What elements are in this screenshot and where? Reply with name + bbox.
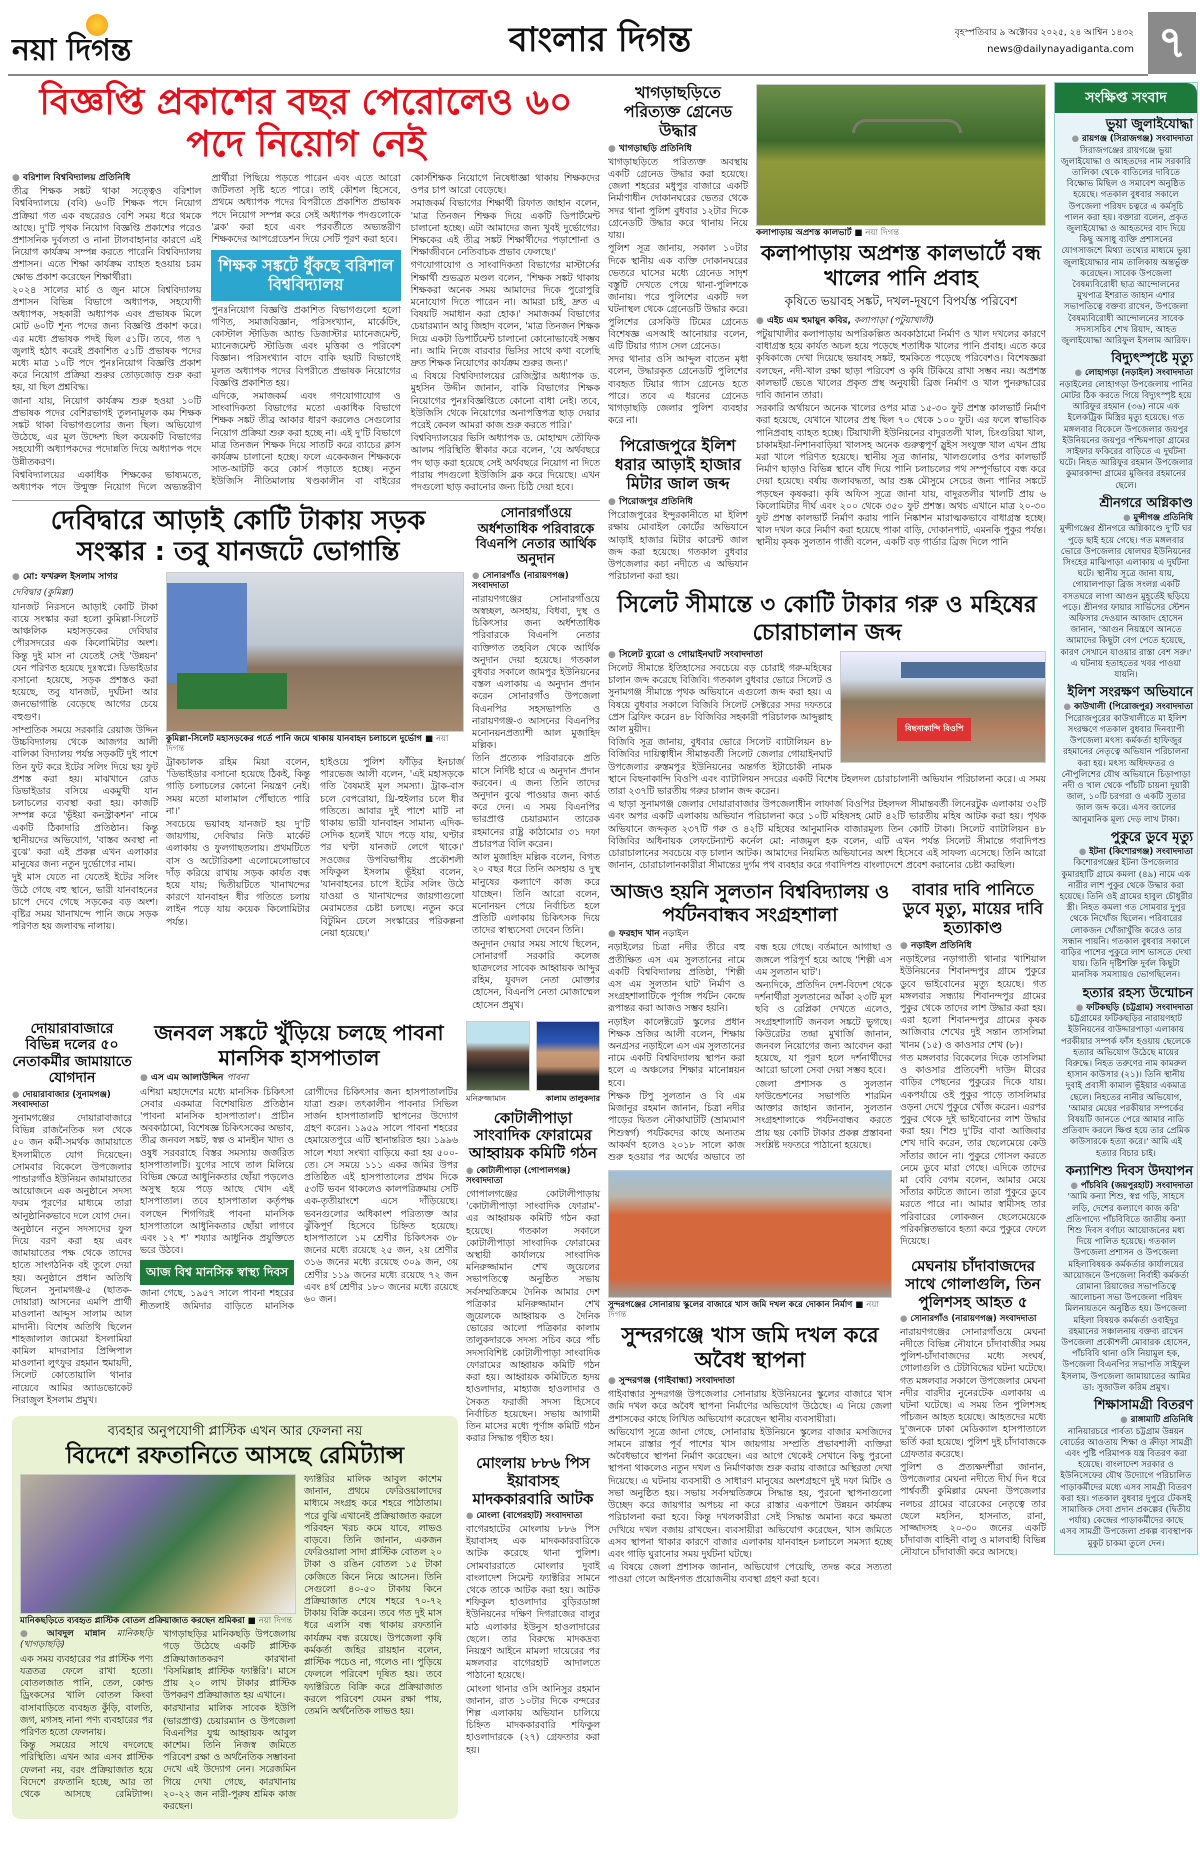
paragraph: সুনামগঞ্জের দোয়ারাবাজারে বিভিন্ন রাজনৈতিক দল থেকে ৫০ জন কর্মী-সমর্থক জামায়াতে ইসলামীতে যোগ দিয়েছেন। সোমবার বিকেলে উপজেলার পান্ডারগাঁও ইউনিয়ন জামায়াতের আয়োজনে এক অনুষ্ঠানে সদস্য ফরম পূরণের মাধ্যমে তারা আনুষ্ঠানিকভাবে দলে যোগ দেন। — [12, 1113, 132, 1222]
paragraph: আল মুজাহিদ মল্লিক বলেন, বিগত ২০ বছর ধরে তিনি অসহায় ও দুস্থ মানুষের কল্যাণে কাজ করে যাচ্ছেন। তিনি আরো বলেন, মনোনয়ন পেয়ে নির্বাচিত হলে প্রতিটি এলাকায় চিকিৎসক দিয়ে তাদের স্বাস্থ্যসেবা দেবেন তিনি। — [472, 852, 600, 937]
lead-headline: বিজ্ঞপ্তি প্রকাশের বছর পেরোলেও ৬০ পদে নিয়োগ নেই — [39, 82, 573, 166]
brief-headline: ভুয়া জুলাইযোদ্ধা — [1105, 117, 1193, 132]
paragraph: নড়াইলের চিত্রা নদীর তীরে বহু প্রতীক্ষিত এস এম সুলতানের নামে একটি বিশ্ববিদ্যালয় প্রতিষ্ঠা, 'শিল্পী এস এম সুলতান ঘাট' নির্মাণ ও সংগ্রহশালাটিকে পূর্ণাঙ্গ পর্যটন কেন্দ্রে রূপান্তর করা আজও সম্ভব হয়নি। — [608, 942, 745, 1015]
paragraph: বিশ্ববিদ্যালয়ের ভিসি অধ্যাপক ড. মোহাম্মদ তৌফিক আলম পরিস্থিতি স্বীকার করে বলেন, 'যে অর্থবছরে পদ ছাড় করা হয়েছে সেই অর্থবছরে নিয়োগ না দিতে পারায় পদগুলো ইউজিসি ব্লক করে দিয়েছে। এখন পদগুলো ছাড় করানোর জন্য চিঠি দেয়া হবে। — [410, 433, 600, 494]
paragraph: নড়াইলের নড়াগাতী থানার খাশিয়াল ইউনিয়নের শিবানন্দপুর গ্রামে পুকুরে ডুবে ভাইবোনের মৃত্যু হয়েছে। গত মঙ্গলবার সন্ধ্যায় শিবানন্দপুর গ্রামের পুকুর থেকে তাদের লাশ উদ্ধার করা হয়। এরা হলো শিবানন্দপুর গ্রামের কৃষক আজিবার শেখের দুই সন্তান তাসলিমা খানম (১৫) ও কাওসার শেখ (৮)। — [900, 954, 1046, 1051]
logo-text: নয়া দিগন্ত — [12, 33, 132, 68]
paragraph: সরকারি অর্থায়নে অনেক খালের ওপর মাত্র ১৫-৩০ ফুট প্রশস্ত কালভার্ট নির্মাণ করা হয়েছে, যেখানে খালের প্রস্থ ছিল ৭০ থেকে ১০০ ফুট। এর ফলে স্বাভাবিক পানিপ্রবাহ ব্যাহত হচ্ছে। টিয়াখালী ইউনিয়নের বাদুরতলী খাল, চিংগুরিয়া খাল, চাকামইয়া-নিশানবাড়িয়া খালসহ অনেক গুরুত্বপূর্ণ স্লুইস সংযুক্ত খাল এখন প্রায় মরা খালে পরিণত হয়েছে। স্থানীয় সূত্র জানায়, খালগুলোর ওপর কালভার্ট নির্মাণ ছাড়াও বিভিন্ন স্থানে বাঁধ দিয়ে পানি চলাচলের পথ সম্পূর্ণভাবে বন্ধ করে দেয়া হয়েছে। বর্ষায় জলাবদ্ধতা, আর শুষ্ক মৌসুমে সেচের জন্য পানির সঙ্কটে পড়ছেন কৃষকরা। কৃষি অফিস সূত্রে জানা যায়, বাদুরতলীর খালটি প্রায় ৬ কিলোমিটার দীর্ঘ এবং ২০০ থেকে ৩৫০ ফুট প্রশস্ত। অথচ এখানে মাত্র ২০-৩০ ফুট প্রশস্ত কালভার্ট নির্মাণ করায় পানি নিষ্কাশন মারাত্মকভাবে বাধাগ্রস্ত হচ্ছে। খাল দখল করে নির্মাণ করা হয়েছে পাকা বাড়ি, দোকানপাট, এমনকি পুকুর পর্যন্ত। স্থানীয় কৃষক সুলতান গাজী বলেন, একটি বড় গার্ডার ব্রিজ দিলে পানি — [756, 403, 1046, 549]
paragraph: কিন্তু সময়ের সাথে বদলেছে পরিস্থিতি। এখন আর এসব প্লাস্টিক ফেলনা নয়, বরং প্রক্রিয়াজাত হয়ে বিদেশে রফতানি হচ্ছে, আর তা থেকে আসছে রেমিট্যান্স। খাগড়াছড়ির মানিকছড়ি উপজেলায় গড়ে উঠেছে একটি প্লাস্টিক প্রক্রিয়াজাতকরণ কারখানা 'বিসমিল্লাহ প্লাস্টিক ফ্যাক্টরি'। মাসে প্রায় ২০ লাখ টাকার প্লাস্টিক উপকরণ প্রক্রিয়াজাত হয় এখানে। — [20, 1629, 296, 1800]
plastic-caption: মানিকছড়িতে ব্যবহৃত প্লাস্টিক বোতল প্রক্রিয়াজাত করছেন শ্রমিকরা ■ নয়া দিগন্ত — [20, 1616, 293, 1627]
text: ● কাউখালী (পিরোজপুর) সংবাদদাতা — [1059, 702, 1193, 713]
portrait-name-1: মনিরুজ্জামান — [466, 1093, 506, 1103]
paragraph: তিনি প্রত্যেক পরিবারকে প্রতি মাসে নির্দিষ্ট হারে এ অনুদান প্রদান করবেন। এ জন্য তিনি তাদের অনুদান বুঝে পাওয়ার জন্য কার্ড করে দেন। এ সময় বিএনপির ভারপ্রাপ্ত চেয়ারম্যান তারেক রহমানের রাষ্ট্র কাঠামোর ৩১ দফা প্রচারপত্র বিলি করেন। — [472, 753, 600, 850]
paragraph: কারখানার মালিক সাবেক ইউপি (ভারপ্রাপ্ত) চেয়ারম্যান ও উপজেলা বিএনপির যুগ্ম আহ্বায়ক আবুল কাশেম। তিনি নিজস্ব জমিতে পরিবেশ রক্ষা ও অর্থনৈতিক সম্ভাবনা দেখে এই উদ্যোগ নেন। সরেজমিন গিয়ে দেখা গেছে, কারখানায় ২০-২২ জন নারী-পুরুষ শ্রমিক কাজ করছেন। — [163, 1703, 296, 1813]
paragraph: জানা যায়, নিয়োগ কার্যক্রম শুরু হওয়া ১০টি প্রভাষক পদের বেশিরভাগই তুলনামূলক কম শিক্ষক সঙ্কট থাকা বিভাগগুলোর জন্য ছিল। অভিযোগ উঠেছে, এর মূল উদ্দেশ্য ছিল কয়েকটি বিভাগের সহযোগী অধ্যাপকদের পদোন্নতি দিয়ে অধ্যাপক পদে উন্নীতকরণ। — [12, 395, 202, 468]
brief-item — [1059, 686, 1193, 826]
paragraph: অভিযোগ সূত্রে জানা গেছে, সোনারায় ইউনিয়নে স্কুলের বাজার মসজিদের সামনে রাস্তার পূর্ব পাশের খাস জায়গায় সম্প্রতি প্রভাবশালী ব্যক্তিরা অবৈধভাবে স্থাপনা নির্মাণ করেছেন। এর আগে থেকেই সেখানে কিছু পুরনো স্থাপনা থাকলেও নতুন দখল ও নির্মাণকাজ শুরু করায় বাজারে অস্থিরতা দেখা দিয়েছে। এ ঘটনায় ব্যবসায়ী ও সাধারণ মানুষের অংশগ্রহণে দুই দফা মিটিং ও সভা অনুষ্ঠিত হয়। সভায় সর্বসম্মতিক্রমে সিদ্ধান্ত হয়, পুরনো স্থাপনাগুলো উচ্ছেদ করে জায়গার অপচয় না করে রাস্তার একপাশে উন্নয়ন কার্যক্রম পরিচালনা করা হবে। কিন্তু দখলকারীরা সেই সিদ্ধান্ত অমান্য করে ক্ষমতা দেখিয়ে দখল বজায় রাখছেন। ব্যবসায়ীরা অভিযোগ করেছেন, খাস জমিতে এসব স্থাপনা থাকার কারণে বাজার এলাকায় যানবাহন চলাচলে সমস্যা হচ্ছে এবং গাড়ি ঘুরানোর সময় দুর্ঘটনা ঘটছে। — [608, 1426, 892, 1560]
header-rule — [8, 74, 1148, 76]
paragraph: খাগড়াছড়িতে পরিত্যক্ত অবস্থায় একটি গ্রেনেড উদ্ধার করা হয়েছে। জেলা শহরের মধুপুর বাজারে একটি নির্মাণাধীন দোকানঘরের ভেতর থেকে সদর থানা পুলিশ বুধবার ১২টার দিকে গ্রেনেডটি উদ্ধার করে থানায় নিয়ে যায়। — [608, 156, 748, 242]
paragraph: এক সময় ব্যবহারের পর প্লাস্টিক পণ্য যত্রতত্র ফেলে রাখা হতো। বোতলজাত পানি, তেল, কোল্ড ড্রিংকসের খালি বোতল কিংবা বাসাবাড়িতে ব্যবহৃত কুঁড়ি, বালতি, জগ, মগসহ নানা পণ্য ব্যবহারের পর পরিণত হতো ফেলনায়। — [20, 1653, 153, 1738]
khagrachari-article — [608, 84, 748, 427]
paragraph: ট্রাকচালক রহিম মিয়া বলেন, 'ডিভাইডার বসানো হয়েছে ঠিকই, কিন্তু গাড়ি চলাচলের কোনো নিয়ন্ত্রণ নেই। সময় মতো মালামাল পৌঁছাতে পারি না।' — [166, 756, 310, 817]
paragraph: পটুয়াখালীর কলাপাড়ায় অপরিকল্পিত অবকাঠামো নির্মাণ ও খাল দখলের কারণে বাধাগ্রস্ত হয়ে কার্যত অচল হয়ে পড়েছে শতাধিক খালের পানি প্রবাহ। এতে করে কৃষিকাজে দেখা দিয়েছে ভয়াবহ সঙ্কট, হুমকিতে পড়েছে পরিবেশও। বিশেষজ্ঞরা বলছেন, নদী-খাল রক্ষা ছাড়া পরিবেশ ও কৃষি টিকিয়ে রাখা সম্ভব নয়। অপ্রশস্ত কালভার্ট ভেঙে খালের প্রকৃত প্রস্থ অনুযায়ী ব্রিজ নির্মাণ ও খাল পুনরুদ্ধারের দাবি জানান তারা। — [756, 328, 1046, 401]
byline: ● খাগড়াছড়ি প্রতিনিধি — [608, 144, 748, 155]
sundarganj-article — [608, 1170, 892, 1586]
doarabazar-article — [12, 1021, 132, 1408]
lead-article — [12, 173, 600, 494]
paragraph: এদিকে, সমাজকর্ম এবং গণযোগাযোগ ও সাংবাদিকতা বিভাগের মতো একাধিক বিভাগে শিক্ষক সঙ্কট তীব্র আকার ধারণ করলেও সেগুলোর নিয়োগ প্রক্রিয়া শুরু করা হচ্ছে না। এই দু'টি বিভাগে মাত্র তিনজন শিক্ষক দিয়ে সাতটি করে ব্যাচের ক্লাস কার্যক্রম চালানো হচ্ছে। ফলে একেকজন শিক্ষককে সাত-আটটি করে কোর্স পড়াতে হচ্ছে। নতুন ইউজিসি নীতিমালায় খণ্ডকালীন বা বাইরের কোর্সশিক্ষক নিয়োগে নিষেধাজ্ঞা থাকায় শিক্ষকদের ওপর চাপ আরো বেড়েছে। — [211, 172, 600, 488]
text: 'আমি কন্যা শিশু, স্বপ্ন গড়ি, সাহসে লড়ি, দেশের কল্যাণে কাজ করি' প্রতিপাদ্যে পাঁচবিবিতে জাতীয় কন্যা শিশু দিবস বর্ণাঢ্য আয়োজনের মধ্য দিয়ে পালিত হয়েছে। গতকাল উপজেলা প্রশাসন ও উপজেলা মহিলাবিষয়ক কর্মকর্তার কার্যালয়ের আয়োজনে উপজেলা নির্বাহী কর্মকর্তা রোমানা রিয়াজের সভাপতিত্বে আলোচনা সভা উপজেলা পরিষদ মিলনায়তনে অনুষ্ঠিত হয়। উপজেলা মহিলা বিষয়ক কর্মকর্তা ওবাইদুর রহমানের সঞ্চালনায় বক্তব্য রাখেন উপজেলা প্রকৌশলী মোবারক হোসেন, পাঁচবিবি থানা ওসি নিয়ামুল হক, উপজেলা বিএনপির সভাপতি সাইফুল ইসলাম, উপজেলা জামায়াতের আমির ডা: সুজাউল করিম প্রমুখ। — [1061, 1192, 1191, 1393]
paragraph: তীব্র শিক্ষক সঙ্কট থাকা সত্ত্বেও বরিশাল বিশ্ববিদ্যালয়ে (ববি) ৬০টি শিক্ষক পদে নিয়োগ প্রক্রিয়া গত এক বছরেরও বেশি সময় ধরে থমকে আছে। দু'টি পৃথক নিয়োগ বিজ্ঞপ্তি প্রকাশের পরেও প্রশাসনিক দুর্বলতা ও নানা টালবাহানার কারণে এই নিয়োগ কার্যক্রম সম্পন্ন করতে পারেনি বিশ্ববিদ্যালয় প্রশাসন। এতে শিক্ষা কার্যক্রম ব্যাহত হওয়ায় চরম ক্ষোভ প্রকাশ করেছেন শিক্ষার্থীরা। — [12, 186, 202, 283]
paragraph: অনুদান দেয়ার সময় সাথে ছিলেন, সোনারগাঁ সরকারি কলেজ ছাত্রদলের সাবেক আহ্বায়ক আব্দুর রহিম, যুবদল নেতা মোক্তার হোসেন, বিএনপি নেতা মোজাম্মেল হোসেন প্রমুখ। — [472, 938, 600, 1011]
byline: ● পিরোজপুর প্রতিনিধি — [608, 497, 748, 508]
left-region — [12, 82, 600, 1819]
paragraph: বিজিবি সূত্র জানায়, বুধবার ভোরে সিলেট ব্যাটালিয়ন ৪৮ বিজিবির দায়িত্বাধীন সীমান্তবর্তী সিলেট জেলার গোয়াইনঘাট উপজেলার রুস্তমপুর ইউনিয়নের অন্তর্গত ইটাচোকী নামক স্থানে বিছনাকান্দি বিওপি এবং ব্যাটালিয়ন সদরের একটি বিশেষ টহলদল চোরাচালানী অভিযান পরিচালনা করে। এ সময় তারা ২৩৭টি ভারতীয় গরুর চালান জব্দ করেন। — [608, 737, 1046, 797]
text: পাবনা — [226, 1073, 249, 1084]
pabna-headline: জনবল সঙ্কটে খুঁড়িয়ে চলছে পাবনা মানসিক হাসপাতাল — [154, 1020, 444, 1070]
paragraph: সমাজকর্ম বিভাগের শিক্ষার্থী রিফাত জাহান বলেন, 'মাত্র তিনজন শিক্ষক দিয়ে একটি ডিপার্টমেন্ট চালানো হচ্ছে। এটা আমাদের জন্য খুবই দুর্ভোগের। শিক্ষকের এই তীব্র সঙ্কট শিক্ষার্থীদের পড়াশোনা ও শিক্ষাজীবনে নেতিবাচক প্রভাব ফেলছে।' — [410, 198, 600, 259]
byline: ● মোংলা (বাগেরহাট) সংবাদদাতা — [466, 1511, 600, 1522]
brief-item — [1059, 352, 1193, 492]
brief-item — [1059, 1399, 1193, 1550]
byline: ● সোনারগাঁও (নারায়ণগঞ্জ) সংবাদদাতা — [472, 571, 600, 592]
mongla-headline: মোংলায় ৮৮৬ পিস ইয়াবাসহ মাদককারবারি আটক — [472, 1454, 594, 1508]
text: নয়া দিগন্ত — [166, 733, 449, 754]
sundarganj-photo — [608, 1170, 892, 1298]
text: নড়াইল — [662, 929, 689, 940]
byline: ● দোয়ারাবাজার (সুনামগঞ্জ) সংবাদদাতা — [12, 1090, 132, 1111]
doarabazar-headline: দোয়ারাবাজারে বিভিন্ন দলের ৫০ নেতাকর্মীর জামায়াতে যোগদান — [12, 1020, 132, 1087]
middle-region — [608, 84, 1046, 1588]
sidebar-title: সংক্ষিপ্ত সংবাদ — [1055, 83, 1197, 113]
brief-news-sidebar — [1054, 82, 1198, 1555]
kolapara-article — [756, 84, 1046, 551]
byline: ● সোনারগাঁও (নারায়ণগঞ্জ) সংবাদদাতা — [900, 1314, 1046, 1325]
text: ● রাঙ্গামাটি প্রতিনিধি — [1059, 1415, 1193, 1426]
paragraph: গোপালগঞ্জের কোটালীপাড়ায় 'কোটালীপাড়া সাংবাদিক ফোরাম'-এর আহ্বায়ক কমিটি গঠন করা হয়েছে। গতকাল সকালে কোটালীপাড়া সাংবাদিক ফোরামের অস্থায়ী কার্যালয়ে সাংবাদিক মনিরুজ্জামান শেখ জুয়েলের সভাপতিত্বে অনুষ্ঠিত সভায় সর্বসম্মতিক্রমে দৈনিক আমার দেশ পত্রিকার মনিরুজ্জামান শেখ জুয়েলকে আহ্বায়ক ও দৈনিক ভোরের আলো পত্রিকার কালাম তালুকদারকে সদস্য সচিব করে পাঁচ সদস্যবিশিষ্ট কোটালীপাড়া সাংবাদিক ফোরামের আহ্বায়ক কমিটি গঠন করা হয়। আহ্বায়ক কমিটিতে হৃদয় হাওলাদার, মাহ্যাজ হাওলাদার ও সৈকত ফরাজী সদস্য হিসেবে নির্বাচিত হয়েছেন। সভায় আগামী তিন মাসের মধ্যে পূর্ণাঙ্গ কমিটি গঠন করার সিদ্ধান্ত গৃহীত হয়। — [466, 1189, 600, 1445]
byline: আবদুল মান্নান — [46, 1629, 106, 1640]
paragraph: গত মঙ্গলবার বিকেলের দিকে তাসলিমা ও কাওসার প্রতিবেশী দাউদ মীরের বাড়ির পেছনের পুকুরের দিকে যায়। একপর্যায়ে ওই পুকুর পাড়ে তাসলিমার ওড়না দেখে পুকুরে খোঁজ করেন। এরপর পুকুর থেকে দুই ভাইবোনের লাশ উদ্ধার করা হয়। শিশু দু'টির বাবা আজিবার শেখ দাবি করেন, তার ছেলেমেয়ে কেউ সাঁতার জানে না। পুকুরে গোসল করতে নেমে ডুবে মারা গেছে। এদিকে তাদের মা বেবি বেগম বলেন, আমার মেয়ে সাঁতার কাটতে জানে। তারা পুকুরে ডুবে মরতে পারে না। আমার স্বামীসহ তার পরিবারের লোকজন ছেলেমেয়েকে পরিকল্পিতভাবে হত্যা করে পুকুরে ফেলে দিয়েছে। — [900, 1052, 1046, 1247]
text: নয়া দিগন্ত — [865, 228, 899, 238]
paragraph: এ ছাড়া সুনামগঞ্জ জেলার দোয়ারাবাজার উপজেলাধীন লাফার্জ বিওপির টহলদল সীমান্তবর্তী লিনেরটুক এলাকায় ৩২টি এবং অপর একটি এলাকায় অভিযান পরিচালনা করে ১০টি মহিষসহ মোট ৪২টি ভারতীয় মহিষ আটক করা হয়। পৃথক অভিযানে জব্দকৃত ২৩৭টি গরু ও ৪২টি মহিষের আনুমানিক বাজারমূল্য তিন কোটি টাকা। সিলেট ব্যাটালিয়ন ৪৮ বিজিবির অধিনায়ক লেফটেন্যান্ট কর্নেল মো: নাজমুল হক বলেন, এটি এখন পর্যন্ত সিলেট সীমান্তে গবাদিপশু চোরাচালানের সবচেয়ে বড় চালান আটক। আমাদের নিয়মিত অভিযানের অংশ হিসেবে এই সাফল্য এসেছে। তিনি আরো জানান, চোরাচালানকারীরা সীমান্তের দুর্গম পথ ব্যবহার করে গবাদিপশু বাংলাদেশে প্রবেশ করানোর চেষ্টা করছিল। — [608, 799, 1046, 872]
sylhet-article — [608, 592, 1046, 873]
paragraph: অনুষ্ঠানে নতুন সদস্যদের ফুল দিয়ে বরণ করা হয় এবং জামায়াতের পক্ষ থেকে তাদের হাতে সাংগঠনিক বই তুলে দেয়া হয়। অনুষ্ঠানে প্রধান অতিথি ছিলেন সুনামগঞ্জ-৫ (ছাতক-দোয়ারা) আসনের এমপি প্রার্থী মাওলানা আব্দুস সালাম আল মাদানী। বিশেষ অতিথি ছিলেন শাহজালাল জামেয়া ইসলামিয়া কামিল মাদরাসার প্রিন্সিপাল মাওলানা লুৎফুর রহমান হুমায়দী, সিলেট কোতোয়ালি থানার নায়েবে আমির অ্যাডভোকেট সিরাজুল ইসলাম প্রমুখ। — [12, 1223, 132, 1406]
brief-item — [1059, 118, 1193, 347]
paragraph: নারায়ণগঞ্জের সোনারগাঁওয়ে অস্বচ্ছল, অসহায়, বিধবা, দুস্থ ও চিকিৎসার জন্য অর্ধশতাধিক পরিবারকে বিএনপি নেতার ব্যক্তিগত তহবিল থেকে আর্থিক অনুদান দেয়া হয়েছে। গতকাল বুধবার সকালে জামপুর ইউনিয়নের বস্তল এলাকায় এ অনুদান প্রদান করেন সোনারগাঁও উপজেলা বিএনপির সহসভাপতি ও নারায়ণগঞ্জ-৩ আসনের বিএনপির মনোনয়নপ্রত্যাশী আল মুজাহিদ মল্লিক। — [472, 593, 600, 752]
byline: ● সুন্দরগঞ্জ (গাইবান্ধা) সংবাদদাতা — [608, 1376, 892, 1387]
meghna-headline: মেঘনায় চাঁদাবাজদের সাথে গোলাগুলি, তিন পুলিশসহ আহত ৫ — [905, 1257, 1041, 1311]
debiddar-caption: কুমিল্লা-সিলেট মহাসড়কের গর্তে পানি জমে থাকায় যানবাহন চলাচলে দুর্ভোগ ■ নয়া দিগন্ত — [166, 733, 449, 754]
kolapara-caption: কলাপাড়ায় অপ্রশস্ত কালভার্ট ■ নয়া দিগন্ত — [756, 228, 899, 238]
debiddar-article-cont — [166, 757, 464, 940]
paragraph: এ বিষয়ে বিশ্ববিদ্যালয়ের রেজিস্ট্রার অধ্যাপক ড. মুহসিন উদ্দীন জানান, বাকি বিভাগের শিক্ষক নিয়োগের পুনঃবিজ্ঞপ্তিতে কোনো বাধা নেই। তবে, ইউজিসি থেকে নিয়োগের অনাপত্তিপত্র ছাড় দেয়ার পরেই কেবল আমরা কাজ শুরু করতে পারি।' — [410, 371, 600, 431]
paragraph: গণযোগাযোগ ও সাংবাদিকতা বিভাগের মাস্টার্সের শিক্ষার্থী শুভব্রত মণ্ডল বলেন, 'শিক্ষক সঙ্কট থাকায় শিক্ষকরা অনেক সময় আমাদের দিকে পুরোপুরি মনোযোগ দিতে পারেন না। আমরা চাই, দ্রুত এ বিষয়টি সমাধান করা হোক।' সমাজকর্ম বিভাগের চেয়ারম্যান আবু জিহাদ বলেন, 'মাত্র তিনজন শিক্ষক দিয়ে একটা ডিপার্টমেন্ট চালানো কোনোভাবেই সম্ভব না। আমি নিজে বারবার ভিসির সাথে কথা বলেছি দ্রুত শিক্ষক নিয়োগের কার্যক্রম শুরুর জন্য।' — [410, 260, 600, 369]
brief-item — [1059, 987, 1193, 1160]
plastic-headline: বিদেশে রফতানিতে আসছে রেমিট্যান্স — [65, 1442, 405, 1469]
paragraph: পিরোজপুরের ইন্দুরকানীতে মা ইলিশ রক্ষায় মোবাইল কোর্টের অভিযানে আড়াই হাজার মিটার কারেন্ট জাল জব্দ করা হয়েছে। গতকাল বুধবার উপজেলার কচা নদীতে এ অভিযান পরিচালনা করা হয়। — [608, 510, 748, 583]
paragraph: ২০২৪ সালের মার্চ ও জুন মাসে বিশ্ববিদ্যালয় প্রশাসন বিভিন্ন বিভাগে অধ্যাপক, সহযোগী অধ্যাপক, সহকারী অধ্যাপক এবং প্রভাষক মিলে মোট ৬০টি শূন্য পদের জন্য বিজ্ঞপ্তি প্রকাশ করে। এর মধ্যে প্রভাষক পদই ছিল ৫১টি। তবে, গত ৭ জুলাই হঠাৎ করেই প্রকাশিত ৫১টি প্রভাষক পদের মধ্যে মাত্র ১০টি পদে পুনঃনিয়োগ বিজ্ঞপ্তি প্রকাশ করে নিয়োগ প্রক্রিয়া শুরুর তোড়জোড় শুরু করা হয়, যা ছিল প্রশ্নবিদ্ধ। — [12, 284, 202, 394]
kotalipara-article — [466, 1110, 600, 1446]
lead-byline: ● বরিশাল বিশ্ববিদ্যালয় প্রতিনিধি — [12, 173, 201, 184]
narail-death-article — [900, 881, 1046, 1248]
text: মানিকছড়িতে ব্যবহৃত প্লাস্টিক বোতল প্রক্রিয়াজাত করছেন শ্রমিকরা — [20, 1616, 245, 1627]
paragraph: এশিয়া মহাদেশের মধ্যে মানসিক চিকিৎসা সেবার একমাত্র বিশেষায়িত প্রতিষ্ঠান 'পাবনা মানসিক হাসপাতাল'। প্রাচীন অবকাঠামো, বিশেষজ্ঞ চিকিৎসকের অভাব, তীব্র জনবল সঙ্কট, স্বল্প ও মানহীন খাদ্য ও ওষুধ সরবরাহে বিস্তর সমস্যায় জর্জরিত হাসপাতালটি। যুগের সাথে তাল মিলিয়ে বিভিন্ন ক্ষেত্রে আধুনিকতার ছোঁয়া পড়লেও অসুস্থ হয়ে পড়ে আছে খোদ এই হাসপাতাল। তবে হাসপাতাল কর্তৃপক্ষ বলছেন শিগগিরই পাবনা মানসিক হাসপাতালে আধুনিকতার ছোঁয়া লাগবে এবং ১২ শ' শয্যার আধুনিক প্রযুক্তিতে ভরে উঠবে। — [140, 1086, 294, 1257]
sundarganj-headline: সুন্দরগঞ্জে খাস জমি দখল করে অবৈধ স্থাপনা — [621, 1323, 879, 1373]
byline: এস এম আলাউদ্দিন — [151, 1073, 224, 1084]
text: চট্টগ্রামের ফটিকছড়ির নারায়ণহাট ইউনিয়নের বাউদ্দারপাড়া এলাকায় পরকীয়ার সম্পর্ক ফাঁস হওয়ায় ছেলেকে হত্যার অভিযোগ উঠেছে মায়ের বিরুদ্ধে। নিহত তরুণের নাম কামরুল হাসান কাউসার (২১)। তিনি স্থানীয় দুবাই প্রবাসী কামাল ভূঁইয়ার একমাত্র ছেলে। নিহতের নানীর অভিযোগ, 'আমার মেয়ের পরকীয়ার সম্পর্কের বিষয়টি জানতে পেরে আমার নাতি প্রতিবাদ করলে ক্ষিপ্ত হয়ে তার প্রেমিক কাউসারকে হত্যা করে।' আমি এই হত্যার বিচার চাই। — [1061, 1014, 1191, 1159]
photo-sign: বিছনাকান্দি বিওপি — [897, 718, 971, 741]
byline: ফরহাদ খান — [619, 929, 660, 940]
portrait-photo-1 — [466, 1021, 530, 1091]
issue-date: বৃহস্পতিবার ৯ অক্টোবর ২০২৫, ২৪ আশ্বিন ১৪৩২ — [954, 28, 1134, 38]
paragraph: সদর থানার ওসি আব্দুল বাতেন মৃধা বলেন, উদ্ধারকৃত গ্রেনেডটি পুলিশের ব্যবহৃত টিয়ার গ্যাস গ্রেনেড হতে পারে। তবে এ ধরনের গ্রেনেড খাগড়াছড়ি জেলার পুলিশ ব্যবহার করে না। — [608, 354, 748, 427]
byline: ● সিলেট ব্যুরো ও গোয়াইনঘাট সংবাদদাতা — [608, 650, 1046, 661]
paragraph: নড়াইল কালেক্টরেট স্কুলের প্রধান শিক্ষক ভ্রজির আলী বলেন, শিক্ষায় অনগ্রসর নড়াইলে এস এম সুলতানের নামে একটি বিশ্ববিদ্যালয় স্থাপন করা হলে এ অঞ্চলের শিক্ষার মানোন্নয়ন হবে। — [608, 1016, 745, 1089]
plastic-photo — [20, 1474, 296, 1614]
text: পিরোজপুরের কাউখালীতে মা ইলিশ সংরক্ষণে গতকাল বুধবার দিনব্যাপী উপজেলা মৎস্য কর্মকর্তা হাফিজুর রহমানের নেতৃত্বে অভিযান পরিচালনা করা হয়। মৎস্য অধিদফতর ও নৌপুলিশের যৌথ অভিযানে চিড়াপাড়া নদী ও খাল থেকে পাঁচটি চায়না দুয়ারী জাল, ১০টি চরগরা ও একটি সুতার জাল জব্দ করে। এসব জালের আনুমানিক মূল্য দেড় লাখ টাকা। — [1061, 713, 1191, 825]
paragraph: পুনঃনিয়োগ বিজ্ঞপ্তি প্রকাশিত বিভাগগুলো হলো গণিত, সমাজবিজ্ঞান, পরিসংখ্যান, মার্কেটিং, কোস্টাল স্টাডিজ অ্যান্ড ডিজাস্টার ম্যানেজমেন্ট, ম্যানেজমেন্ট স্টাডিজ এবং মৃত্তিকা ও পরিবেশ বিজ্ঞান। পরিসংখ্যান বাদে বাকি ছয়টি বিভাগেই মূলত অধ্যাপক পদের বিপরীতে প্রভাষক নিয়োগের বিজ্ঞপ্তি প্রকাশিত হয়। — [211, 304, 401, 389]
brief-headline: ইলিশ সংরক্ষণ অভিযানে — [1067, 685, 1193, 701]
plastic-kicker: ব্যবহার অনুপযোগী প্লাস্টিক এখন আর ফেলনা নয় — [107, 1423, 363, 1439]
text: কুমিল্লা-সিলেট মহাসড়কের গর্তে পানি জমে থাকায় যানবাহন চলাচলে দুর্ভোগ — [166, 733, 422, 744]
paragraph: নারায়ণগঞ্জের সোনারগাঁওয়ে মেঘনা নদীতে বিভিন্ন নৌযানে চাঁদাবাজীর সময় পুলিশ-চাঁদাবাজদের মধ্যে সংঘর্ষ, গোলাগুলি ও টেটাবিদ্ধের ঘটনা ঘটেছে। গত মঙ্গলবার সকালে উপজেলার মেঘনা নদীর বারদীর নুনেরটেক এলাকায় এ ঘটনা ঘটেছে। এ সময় তিন পুলিশসহ পাঁচজন আহত হয়েছে। আহতদের মধ্যে দু'জনকে ঢাকা মেডিক্যাল হাসপাতালে ভর্তি করা হয়েছে। পুলিশ দুই চাঁদাবাজকে গ্রেফতার করেছে। — [900, 1326, 1046, 1460]
text: সিরাজগঞ্জের রায়গঞ্জে ভুয়া জুলাইযোদ্ধা ও আহতদের নাম সরকারি তালিকা থেকে বাতিলের দাবিতে বিক্ষোভ মিছিল ও সমাবেশ অনুষ্ঠিত হয়েছে। গতকাল বুধবার সকালে উপজেলা পরিষদ চত্বরে এ কর্মসূচি পালন করা হয়। বক্তারা বলেন, প্রকৃত জুলাইযোদ্ধা ও আহতদের বাদ দিয়ে কিছু অসাধু ব্যক্তি প্রশাসনের যোগসাজশে মিথ্যা তথ্যের মাধ্যমে ভুয়া জুলাইযোদ্ধার নাম তালিকায় অন্তর্ভুক্ত করেছেন। সাবেক উপজেলা বৈষম্যবিরোধী ছাত্র আন্দোলনের মুখপাত্র ইশরাত জাহান এশার সভাপতিত্বে বক্তব্য রাখেন, উপজেলা বৈষম্যবিরোধী আন্দোলনের সাবেক সদস্যসচিব শেখ রিয়াদ, আহত জুলাইযোদ্ধা আরিফুল ইসলাম আরিফ। — [1060, 145, 1192, 347]
brief-headline: বিদ্যুৎস্পৃষ্টে মৃত্যু — [1111, 351, 1193, 367]
paragraph: পুলিশ সূত্র জানায়, সকাল ১০টার দিকে স্থানীয় এক ব্যক্তি দোকানঘরের ভেতরে ঘাসের মধ্যে গ্রেনেড সাদৃশ বস্তুটি দেখতে পেয়ে থানা-পুলিশকে জানায়। পরে পুলিশের একটি দল ঘটনাস্থল থেকে গ্রেনেডটি উদ্ধার করে। পুলিশের রেসকিউ টিমের গ্রেনেড বিশেষজ্ঞ এসআই আনোয়ার বলেন, এটি টিয়ার গ্যাস সেল গ্রেনেড। — [608, 243, 748, 352]
paragraph: সিলেট সীমান্তে ইতিহাসের সবচেয়ে বড় চোরাই গরু-মহিষের চালান জব্দ করেছে বিজিবি। গতকাল বুধবার ভোরে সিলেট ও সুনামগঞ্জ সীমান্তে পৃথক অভিযানে এগুলো জব্দ করা হয়। এ বিষয়ে বুধবার সকালে বিজিবি সিলেট সেক্টরের সদর দফতরে প্রেস ব্রিফিং করেন ৪৮ বিজিবির সহকারী পরিচালক আব্দুল্লাহ আল মুয়ীদ। — [608, 662, 832, 735]
masthead-logo[interactable] — [12, 14, 212, 68]
brief-item — [1059, 1165, 1193, 1394]
paragraph: গাইবান্ধার সুন্দরগঞ্জ উপজেলার সোনারায় ইউনিয়নের স্কুলের বাজারে খাস জমি দখল করে অবৈধ স্থাপনা নির্মাণের অভিযোগ উঠেছে। এ নিয়ে জেলা প্রশাসকের কাছে লিখিত অভিযোগ করেছেন স্থানীয় ব্যবসায়ীরা। — [608, 1389, 892, 1425]
meghna-article — [900, 1258, 1046, 1560]
paragraph: বিশ্ববিদ্যালয়ের একাধিক শিক্ষকের ভাষ্যমতে, অধ্যাপক পদে উন্মুক্ত নিয়োগ দিলে অভ্যন্তরীণ প্রার্থীরা পিছিয়ে পড়তে পারেন এবং এতে আরো জটিলতা সৃষ্টি হতে পারে। তাই কৌশল হিসেবে, প্রথমে অধ্যাপক পদের বিপরীতে প্রকাশিত প্রভাষক পদে নিয়োগ সম্পন্ন করে সেই অধ্যাপক পদগুলোকে 'ব্লক' করা হবে এবং পরবর্তীতে অভ্যন্তরীণ শিক্ষকদের আপগ্রেডেশন দিয়ে সেটি পূরণ করা হবে। — [12, 172, 401, 494]
narail-death-headline: বাবার দাবি পানিতে ডুবে মৃত্যু, মায়ের দাবি হত্যাকাণ্ড — [902, 880, 1044, 938]
paragraph: জানা গেছে, ১৯৫৭ সালে পাবনা শহরের শীতলাই জমিদার বাড়িতে মানসিক রোগীদের চিকিৎসার জন্য হাসপাতালটির যাত্রা শুরু। তৎকালীন পাবনার সিভিল সার্জন হাসপাতালটি স্থাপনের উদ্যোগ গ্রহণ করেন। ১৯৫৯ সালে পাবনা শহরের হেমায়েতপুরে এটি স্থানান্তরিত হয়। ১৯৯৬ সালে শয্যা সংখ্যা বাড়িয়ে করা হয় ৫০০-তে। সে সময়ে ১১১ একর জমির উপর প্রতিষ্ঠিত এই হাসপাতালের প্রথম দিকে ৫৩টি ভবন থাকলেও কালপরিক্রমায় সেটি এক-তৃতীয়াংশে এসে দাঁড়িয়েছে। ভবনগুলোর অধিকাংশ পরিত্যক্ত আর ঝুঁকিপূর্ণ হিসেবে চিহ্নিত হয়েছে। হাসপাতালে ১ম শ্রেণীর চিকিৎসক ৩৮ জনের মধ্যে রয়েছে ২৫ জন, ২য় শ্রেণীর ৩১৬ জনের মধ্যে রয়েছে ৩০৯ জন, ৩য় শ্রেণীর ১১৯ জনের মধ্যে রয়েছে ৭২ জন এবং ৪র্থ শ্রেণীর ১৮০ জনের মধ্যে রয়েছে ৬০ জন। — [140, 1086, 458, 1312]
brief-headline: শ্রীনগরে অগ্নিকাণ্ড — [1099, 495, 1193, 511]
brief-item — [1059, 497, 1193, 681]
debiddar-photo — [166, 572, 464, 732]
mental-health-day-badge: আজ বিশ্ব মানসিক স্বাস্থ্য দিবস — [140, 1260, 294, 1285]
sylhet-headline: সিলেট সীমান্তে ৩ কোটি টাকার গরু ও মহিষের চোরাচালান জব্দ — [617, 592, 1037, 646]
brief-headline: কন্যাশিশু দিবস উদযাপন — [1065, 1163, 1193, 1179]
paragraph: জেলা প্রশাসক ও সুলতান ফাউন্ডেশনের সভাপতি শারমিন আক্তার জাহান জানান, সুলতান সংগ্রহশালাকে পর্যটনবান্ধব করতে প্রায় ছয় কোটি টাকার প্রকল্প প্রস্তাবনা সংশ্লিষ্ট দফতরে পাঠানো হয়েছে। — [755, 1078, 892, 1151]
paragraph: শিক্ষক টিপু সুলতান ও বি এম মিজানুর রহমান জানান, চিত্রা নদীর পাড়ের দ্বিতল নৌকাঘাটটি (ভ্রাম্যমাণ শিশুস্বর্গ) পর্যটকদের কাছে অন্যতম আকর্ষণ হলেও ২০১৮ সালে কাজ শুরু হওয়ার পর অর্থের অভাবে তা বন্ধ হয়ে গেছে। বর্তমানে আগাছা ও জঙ্গলে পরিপূর্ণ হয়ে আছে 'শিল্পী এস এম সুলতান ঘাট'। — [608, 942, 892, 1163]
kolapara-photo — [756, 84, 1046, 226]
text: ● পাঁচবিবি (জয়পুরহাট) সংবাদদাতা — [1059, 1181, 1193, 1192]
text: ● ইটনা (কিশোরগঞ্জ) সংবাদদাতা — [1059, 847, 1193, 858]
text: নয়া দিগন্ত — [608, 1300, 879, 1321]
text: নড়াইলের লোহাগড়া উপজেলায় পানির মোটর ঠিক করতে গিয়ে বিদ্যুৎস্পৃষ্ট হয়ে আরিফুর রহমান (৩৬) নামে এক ইলেকট্রিক মিস্ত্রির মৃত্যু হয়েছে। গত মঙ্গলবার বিকেলে উপজেলার জয়পুর ইউনিয়নের জয়পুর পশ্চিমপাড়া গ্রামের সাইফার ফকিরের বাড়িতে এ দুর্ঘটনা ঘটে। নিহত আরিফুর রহমান উপজেলার কুমারকান্দা গ্রামের মুজিবর রহমানের ছেলে। — [1059, 379, 1193, 491]
paragraph: এ বিষয়ে জেলা প্রশাসক জানান, অভিযোগ পেয়েছি, তদন্ত করে সত্যতা পাওয়া গেলে আইনগত প্রয়োজনীয় ব্যবস্থা গ্রহণ করা হবে। — [608, 1562, 892, 1586]
portrait-name-2: কালাম তালুকদার — [545, 1093, 600, 1103]
kolapara-subhead: কৃষিতে ভয়াবহ সঙ্কট, দখল-দূষণে বিপর্যস্ত পরিবেশ — [784, 293, 1018, 308]
plastic-feature-box — [12, 1416, 458, 1819]
text: মুন্সীগঞ্জের শ্রীনগরে অগ্নিকাণ্ডে দু'টি ঘর পুড়ে ছাই হয়ে গেছে। গত মঙ্গলবার ভোরে উপজেলার ষোলঘর ইউনিয়নের সিংহের মাঝিপাড়া এলাকায় এ দুর্ঘটনা ঘটে। স্থানীয় সূত্রে জানা যায়, গোয়ালপাড়া ব্রিজ সংলগ্ন একটি বসতঘরে লাগা আগুন মুহূর্তেই ছড়িয়ে পড়ে। শ্রীনগর ফায়ার সার্ভিসের স্টেশন অফিসার দেওয়ান আজাদ হোসেন জানান, 'আগুন নিয়ন্ত্রণে আনতে আমাদের কিছুটা বেগ পেতে হয়েছে, কারণ সেখানে যাওয়ার রাস্তা বেশ সরু।' এ ঘটনায় হতাহতের খবর পাওয়া যায়নি। — [1059, 524, 1193, 681]
debiddar-article — [12, 506, 464, 940]
byline: ● কোটালীপাড়া (গোপালগঞ্জ) সংবাদদাতা — [466, 1166, 600, 1187]
paragraph: সবচেয়ে ভয়াবহ যানজট হয় দু'টি জায়গায়, দেবিদ্বার নিউ মার্কেট এলাকায় ও ফুলগাছতলায়। প্রথমটিতে বাস ও অটোরিকশা এলোমেলোভাবে দাঁড় করিয়ে রাখায় সড়ক কার্যত বন্ধ হয়ে যায়; দ্বিতীয়টিতে খানাখন্দের কারণে যানবাহন ধীর গতিতে চলায় লাইন পড়ে যায় কয়েক কিলোমিটার পর্যন্ত। — [166, 819, 310, 928]
khagrachari-headline: খাগড়াছড়িতে পরিত্যক্ত গ্রেনেড উদ্ধার — [623, 83, 733, 140]
page-number: ৭ — [1148, 12, 1196, 74]
text: কিশোরগঞ্জের ইটনা উপজেলার কুমারহাটি গ্রামে কমলা (৪৯) নামে এক নারীর লাশ পুকুর থেকে উদ্ধার করা হয়েছে। তিনি ওই গ্রামের হাবুল চৌধুরীর স্ত্রী। নিহত কমলা গত সোমবার দুপুর থেকে নিখোঁজ ছিলেন। পরিবারের লোকজন খোঁজাখুঁজি করেও তার সন্ধান পায়নি। গতকাল বুধবার সকালে বাড়ির পাশের পুকুরে লাশ ভাসতে দেখা যায়। তিনি দৃষ্টিশক্তি দুর্বল কিছুটা মানসিক সমস্যায়ও ভোগছিলেন। — [1059, 858, 1193, 981]
text: মানিকছড়ি (খাগড়াছড়ি) — [20, 1629, 153, 1651]
contact-email[interactable]: news@dailynayadiganta.com — [987, 44, 1134, 56]
portrait-photo-2 — [536, 1021, 600, 1091]
sonargaon-headline: সোনারগাঁওয়ে অর্ধশতাধিক পরিবারকে বিএনপি নেতার আর্থিক অনুদান — [475, 506, 597, 568]
text: সুন্দরগঞ্জের সোনারায় স্কুলের বাজারে খাস জমি দখল করে দোকান নির্মাণ — [608, 1300, 853, 1311]
text: ● রায়গঞ্জ (সিরাজগঞ্জ) সংবাদদাতা — [1059, 134, 1193, 145]
byline: ● নড়াইল প্রতিনিধি — [900, 941, 1046, 952]
debiddar-headline: দেবিদ্বারে আড়াই কোটি টাকায় সড়ক সংস্কার : তবু যানজটে ভোগান্তি — [50, 506, 426, 567]
sultan-article — [608, 881, 892, 1164]
paragraph: ফ্যাক্টরির মালিক আবুল কাশেম জানান, প্রথমে ফেরিওয়ালাদের মাধ্যমে সংগ্রহ করে শহরে পাঠাতাম। পরে বুঝি এখানেই প্রক্রিয়াজাত করলে পরিবহন খরচ কমে যাবে, লাভও বাড়বে। তিনি জানান, একজন ফেরিওয়ালা সাদা প্লাস্টিক বোতল ২০ টাকা ও রঙিন বোতল ১৫ টাকা কেজিতে কিনে নিয়ে আসেন। তিনি সেগুলো ৪০-৫০ টাকায় কিনে প্রক্রিয়াজাত শেষে শহরে ৭০-৭২ টাকায় বিক্রি করেন। তবে গত দুই মাস ধরে এলসি বন্ধ থাকায় রফতানি কার্যক্রম বন্ধ রয়েছে। উপজেলা কৃষি কর্মকর্তা জহির রায়হান বলেন, প্লাস্টিক পচেও না, গলেও না। পুড়িয়ে ফেললে পরিবেশ দূষিত হয়। তবে ফ্যাক্টরিতে বিক্রি করে প্রক্রিয়াজাত করলে পরিবেশ যেমন রক্ষা পায়, তেমনি অর্থনৈতিক লাভও হয়। — [304, 1474, 442, 1717]
brief-headline: হত্যার রহস্য উন্মোচন — [1082, 985, 1193, 1001]
paragraph: অন্যদিকে, প্রতিদিন দেশ-বিদেশ থেকে দর্শনার্থীরা সুলতানের আঁকা ২৩টি মূল ছবি ও রেপ্লিকা দেখতে এলেও, সংগ্রহশালাটি জনবল সঙ্কটে ভুগছে। কিউরেটর তন্দ্রা মুখার্জি জানান, জনবল নিয়োগের জন্য আবেদন করা হয়েছে, যা পূরণ হলে দর্শনার্থীদের আরো ভালো সেবা দেয়া সম্ভব হবে। — [755, 980, 892, 1077]
paragraph: যানজট নিরসনে আড়াই কোটি টাকা ব্যয়ে সংস্কার করা হলো কুমিল্লা-সিলেট আঞ্চলিক মহাসড়কের দেবিদ্বার পৌরসদরের এক কিলোমিটার অংশ। কিন্তু দুই মাস না যেতেই সেই 'উন্নয়ন' যেন পরিণত হয়েছে দুঃস্বপ্নে। ডিভাইডার বসানো হয়েছে, সড়ক প্রশস্তও করা হয়েছে, তবু যানজট, দুর্ঘটনা আর জনভোগান্তি বেড়েছে আগের চেয়ে বহুগুণ। — [12, 601, 158, 723]
sylhet-photo — [840, 651, 1046, 763]
kolapara-headline: কলাপাড়ায় অপ্রশস্ত কালভার্টে বন্ধ খালের পানি প্রবাহ — [761, 241, 1041, 290]
paragraph: হাইওয়ে পুলিশ ফাঁড়ির ইনচার্জ পারভেজ আলী বলেন, 'এই মহাসড়কে গতি বৈষম্যই মূল সমস্যা। ট্রাক-বাস চলে বেপরোয়া, থ্রি-হুইলার চলে ধীর গতিতে। আবার দুই পাশে মাটি না থাকায় ভারী যানবাহন সামান্য এদিক-সেদিক হলেই খাদে পড়ে যায়, ঘণ্টার পর ঘণ্টা যানজট লেগে থাকে।' সওজের উপবিভাগীয় প্রকৌশলী সফিকুল ইসলাম ভূঁইয়া বলেন, 'যানবাহনের চাপে ইটের সলিং উঠে যাওয়া ও খানাখন্দের জায়গাগুলো মেরামতের চেষ্টা চলছে। নতুন করে বিটুমিন ঢেলে সংস্কারের পরিকল্পনা নেয়া হয়েছে।' — [320, 756, 464, 939]
lead-highlight-box: শিক্ষক সঙ্কটে ধুঁকছে বরিশাল বিশ্ববিদ্যালয় — [211, 250, 400, 300]
text: নানিয়ারচরে পার্বত্য চট্টগ্রাম উন্নয়ন বোর্ডের আওতায় শিক্ষা ও ক্রীড়া সামগ্রী এবং পুষ্টি পরিমাপক যন্ত্র বিতরণ করা হয়েছে। বাংলাদেশ সরকার ও ইউনিসেফের যৌথ উদ্যোগে পরিচালিত পাড়াকর্মীদের মধ্যে এসব সামগ্রী বিতরণ করা হয়। গতকাল বুধবার দুপুরে টেকসই সামাজিক সেবা প্রদান প্রকল্পের (দ্বিতীয় পর্যায়) কেন্দ্রের পাড়াকর্মীদের কাছে এসব সামগ্রী উপজেলা প্রকল্প ব্যবস্থাপক মুকুট চাকমা তুলে দেন। — [1059, 1426, 1193, 1549]
paragraph: বাগেরহাটের মোংলায় ৮৮৬ পিস ইয়াবাসহ এক মাদককারবারিকে আটক করেছে থানা পুলিশ। সোমবাররাতে মোংলার দুবাই বাংলাদেশ সিমেন্ট ফ্যাক্টরির সামনে থেকে তাকে আটক করা হয়। আটক শফিকুল হাওলাদার বুড়িরডাঙ্গা ইউনিয়নের দক্ষিণ দিগরাজের বালুর মাঠ এলাকার ইউনুস হাওলাদারের ছেলে। তার বিরুদ্ধে মাদকদ্রব্য নিয়ন্ত্রণ আইনে মামলা দায়েরের পর মঙ্গলবার বাগেরহাট আদালতে পাঠানো হয়েছে। — [466, 1524, 600, 1682]
text: ● মুন্সীগঞ্জ প্রতিনিধি — [1059, 513, 1193, 524]
text: ● ফটিকছড়ি (চট্টগ্রাম) সংবাদদাতা — [1059, 1003, 1193, 1014]
brief-headline: পুকুরে ডুবে মৃত্যু — [1110, 829, 1193, 845]
text: কলাপাড়ায় অপ্রশস্ত কালভার্ট — [756, 228, 852, 238]
mongla-article — [466, 1455, 600, 1757]
text: নয়া দিগন্ত — [258, 1616, 293, 1627]
sultan-headline: আজও হয়নি সুলতান বিশ্ববিদ্যালয় ও পর্যটনবান্ধব সংগ্রহশালা — [610, 881, 890, 926]
paragraph: মোংলা থানার ওসি আনিসুর রহমান জানান, রাত ১০টার দিকে বন্দরের শিল্প এলাকায় অভিযান চালিয়ে চিহ্নিত মাদককারবারি শফিকুল হাওলাদারকে (২৭) গ্রেফতার করা হয়। — [466, 1683, 600, 1756]
brief-headline: শিক্ষাসামগ্রী বিতরণ — [1094, 1398, 1193, 1414]
paragraph: দুই মাস যেতে না যেতেই ইটের সলিং উঠে গেছে বহু স্থানে, ভারী যানবাহনের চাপে দেবে গেছে সড়কের বড় অংশ। বৃষ্টির সময় খানাখন্দে পানি জমে সড়ক পরিণত হয় জলাবদ্ধ নালায়। — [12, 872, 158, 933]
pirojpur-headline: পিরোজপুরে ইলিশ ধরার আড়াই হাজার মিটার জাল জব্দ — [614, 436, 742, 494]
byline: ● মো: ফখরুল ইসলাম সাগর — [12, 572, 158, 583]
paragraph: পুলিশ ও প্রত্যক্ষদর্শীরা জানান, উপজেলার মেঘনা নদীতে দীর্ঘ দিন ধরে পার্শ্ববর্তী কুমিল্লার মেঘনা উপজেলার নলচর গ্রামের বারেকের নেতৃত্বে তার ছেলে মহসিন, হাসনাত, রানা, সাজ্জাদসহ ২০-৩০ জনের একটি চাঁদাবাজ বাহিনী বালু ও মালবাহী বিভিন্ন নৌযানে চাঁদাবাজী করে আসছে। — [900, 1462, 1046, 1559]
debiddar-place: দেবিদ্বার (কুমিল্লা) — [12, 587, 74, 598]
brief-item — [1059, 831, 1193, 982]
pirojpur-article — [608, 437, 748, 583]
pabna-article — [140, 1021, 458, 1313]
byline: এইচ এম হুমায়ুন কবির, — [767, 315, 851, 326]
sonargaon-article — [472, 506, 600, 1012]
sundarganj-caption: সুন্দরগঞ্জের সোনারায় স্কুলের বাজারে খাস জমি দখল করে দোকান নির্মাণ ■ নয়া দিগন্ত — [608, 1300, 879, 1321]
text: ● লোহাগড়া (নড়াইল) সংবাদদাতা — [1059, 368, 1193, 379]
kotalipara-headline: কোটালীপাড়া সাংবাদিক ফোরামের আহ্বায়ক কমিটি গঠন — [468, 1108, 597, 1163]
section-title: বাংলার দিগন্ত — [508, 20, 692, 60]
paragraph: সাম্প্রতিক সময়ে সরকারি রেয়াজ উদ্দিন উচ্চবিদ্যালয় থেকে আজগর আলী বালিকা বিদ্যালয় পর্যন্ত সড়কটি দুই পাশে তিন ফুট করে ইটের সলিং দিয়ে ছয় ফুট প্রশস্ত করা হয়। মাঝখানে রোড ডিভাইডার বসিয়ে একমুখী যান চলাচলের ব্যবস্থা করা হয়। কাজটি সম্পন্ন করে 'ভূঁইয়া কনস্ট্রাকশন' নামে একটি ঠিকাদারি প্রতিষ্ঠান। কিন্তু স্থানীয়দের অভিযোগ, 'বাস্তব অবস্থা না বুঝে' করা এই প্রকল্প এখন এলাকার মানুষের জন্য নতুন দুর্ভোগের নাম। — [12, 724, 158, 871]
text: কলাপাড়া (পটুয়াখালী) — [854, 315, 935, 326]
